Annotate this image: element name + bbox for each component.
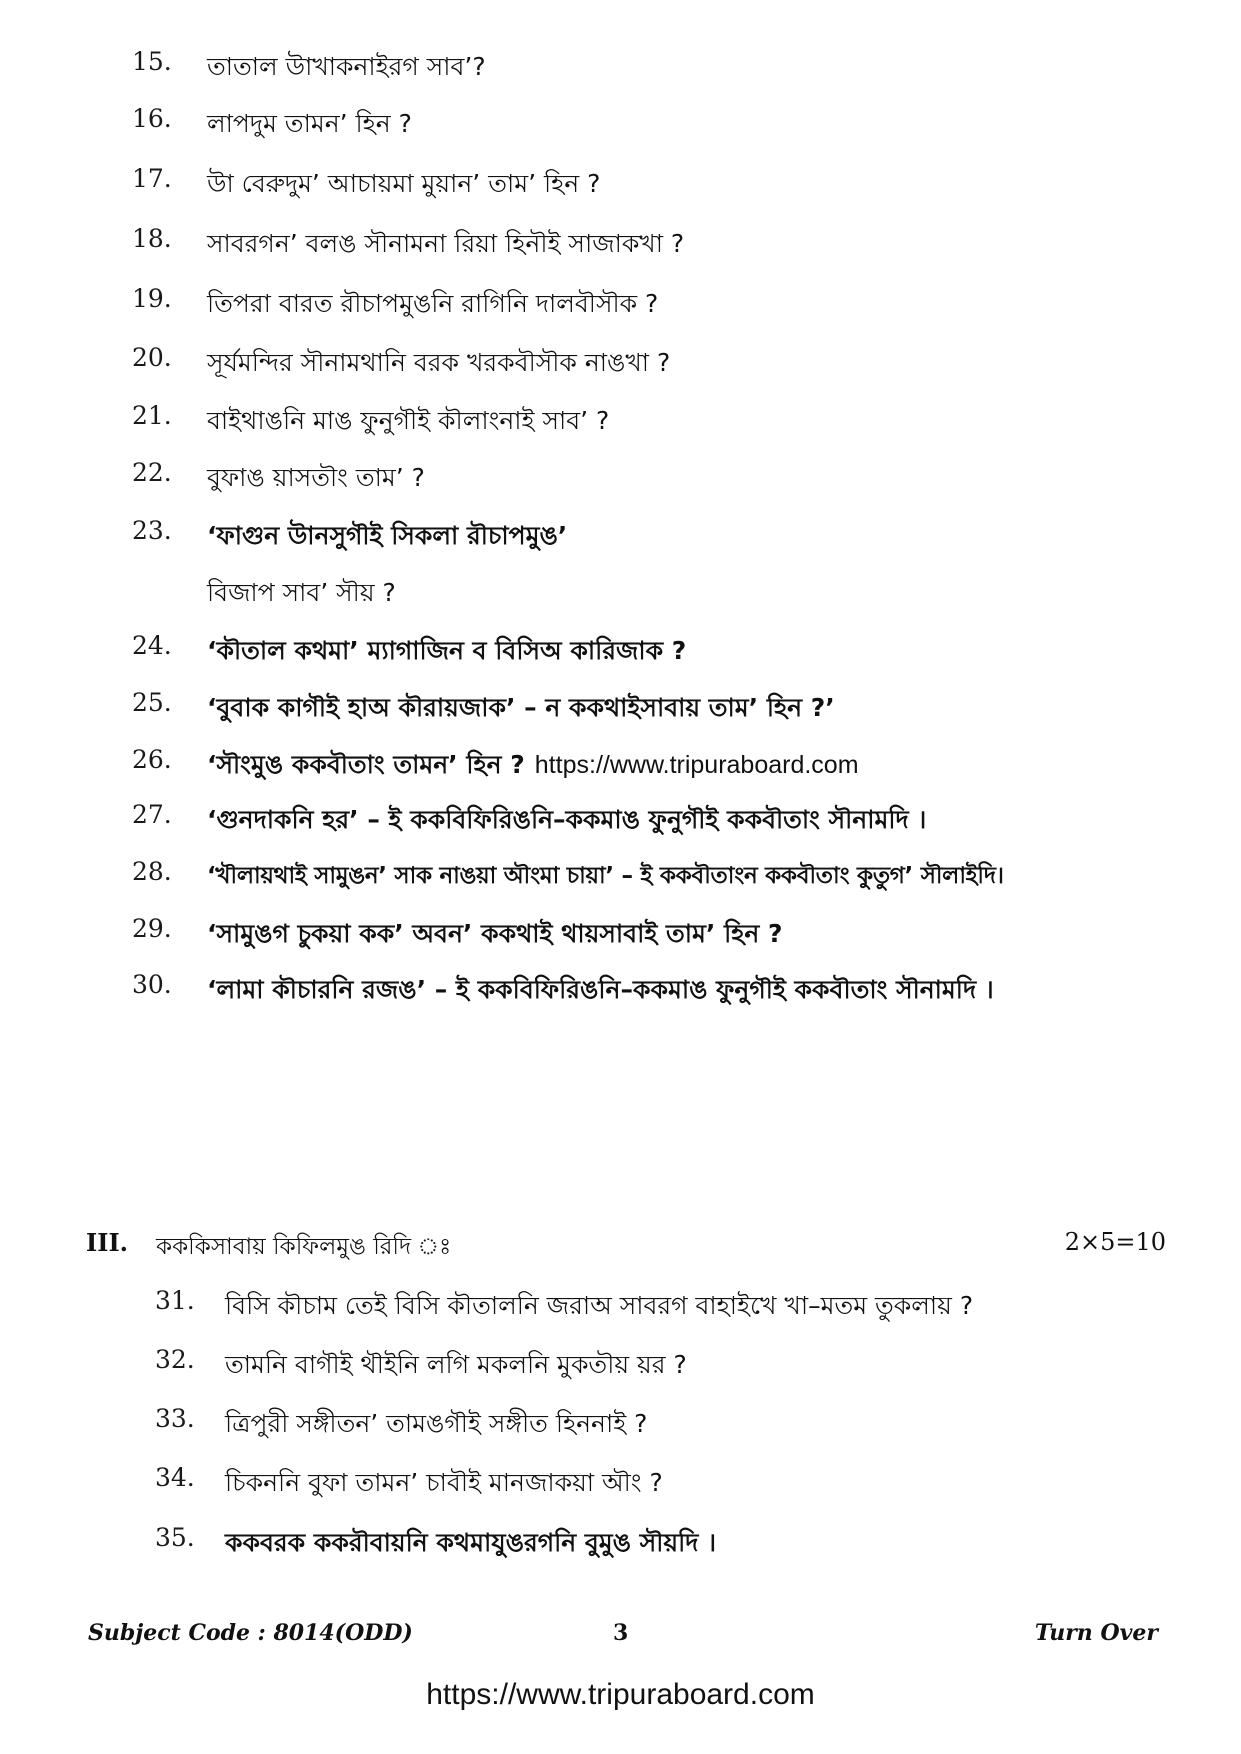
subject-code: Subject Code : 8014(ODD) bbox=[88, 1620, 413, 1646]
question-text: চিকননি বুফা তামন’ চাবৗই মানজাকয়া অৗং ? bbox=[225, 1468, 663, 1497]
page-footer bbox=[88, 1620, 1158, 1654]
section-instruction: কককিসাবায় কিফিলমুঙ রিদি ঃ bbox=[156, 1234, 452, 1260]
question-number: 24. bbox=[132, 631, 172, 660]
question-number: 22. bbox=[132, 458, 172, 487]
section-number: III. bbox=[86, 1228, 129, 1257]
question-text: ‘সামুঙগ চুকয়া কক’ অবন’ ককথাই থায়সাবাই তাম’ হিন ? bbox=[207, 919, 783, 948]
question-number: 35. bbox=[155, 1523, 195, 1552]
question-23-continuation: বিজাপ সাব’ সৗয় ? bbox=[207, 578, 396, 607]
question-number: 26. bbox=[132, 745, 172, 774]
question-text: ‘কৗতাল কথমা’ ম্যাগাজিন ব বিসিঅ কারিজাক ? bbox=[207, 636, 687, 665]
question-text: ‘খৗলায়থাই সামুঙন’ সাক নাঙয়া অৗংমা চায়া’ – ই ককবৗতাংন ককবৗতাং কুতুগ’ সৗলাইদি। bbox=[207, 863, 1004, 889]
question-number: 17. bbox=[132, 164, 172, 193]
question-text: তিপরা বারত রৗচাপমুঙনি রাগিনি দালবৗসৗক ? bbox=[207, 289, 659, 318]
question-text: বাইথাঙনি মাঙ ফুনুগৗই কৗলাংনাই সাব’ ? bbox=[207, 406, 610, 435]
question-number: 18. bbox=[132, 224, 172, 253]
question-text: লাপদুম তামন’ হিন ? bbox=[207, 109, 412, 138]
question-text: ককবরক ককরৗবায়নি কথমাযুঙরগনি বুমুঙ সৗয়দি । bbox=[225, 1528, 717, 1557]
bottom-watermark-url: https://www.tripuraboard.com bbox=[426, 1678, 815, 1711]
question-number: 23. bbox=[132, 516, 172, 545]
question-number: 28. bbox=[132, 857, 172, 886]
question-text: ত্রিপুরী সঙ্গীতন’ তামঙগৗই সঙ্গীত হিননাই ? bbox=[225, 1409, 648, 1438]
question-text: ‘বুবাক কাগৗই হাঅ কৗরায়জাক’ – ন ককথাইসাবায় তাম’ হিন ?’ bbox=[207, 693, 835, 722]
question-number: 32. bbox=[155, 1345, 195, 1374]
question-text: তামনি বাগৗই থৗইনি লগি মকলনি মুকতৗয় য়র ? bbox=[225, 1350, 687, 1379]
section-marks: 2×5=10 bbox=[1064, 1228, 1166, 1256]
page-number: 3 bbox=[613, 1620, 629, 1646]
question-number: 30. bbox=[132, 970, 172, 999]
question-number: 25. bbox=[132, 688, 172, 717]
watermark-url: https://www.tripuraboard.com bbox=[534, 751, 859, 779]
question-number: 20. bbox=[132, 343, 172, 372]
question-text: বুফাঙ য়াসতৗং তাম’ ? bbox=[207, 463, 425, 492]
question-text: ‘লামা কৗচারনি রজঙ’ – ই ককবিফিরিঙনি–ককমাঙ ফুনুগৗই ককবৗতাং সৗনামদি । bbox=[207, 975, 994, 1004]
question-text: ‘ফাগুন উানসুগৗই সিকলা রৗচাপমুঙ’ bbox=[207, 521, 568, 550]
question-number: 19. bbox=[132, 284, 172, 313]
question-text: তাতাল উাখাকনাইরগ সাব’? bbox=[207, 52, 486, 81]
question-number: 29. bbox=[132, 914, 172, 943]
question-text: সূর্যমন্দির সৗনামথানি বরক খরকবৗসৗক নাঙখা ? bbox=[207, 348, 671, 377]
question-text: ‘গুনদাকনি হর’ – ই ককবিফিরিঙনি–ককমাঙ ফুনুগৗই ককবৗতাং সৗনামদি । bbox=[207, 805, 927, 834]
question-number: 16. bbox=[132, 104, 172, 133]
question-text: বিসি কৗচাম তেই বিসি কৗতালনি জরাঅ সাবরগ বাহাইখে খা–মতম তুকলায় ? bbox=[225, 1291, 974, 1320]
question-text: উা বেরুদুম’ আচায়মা মুয়ান’ তাম’ হিন ? bbox=[207, 169, 601, 198]
question-number: 34. bbox=[155, 1463, 195, 1492]
question-text: সাবরগন’ বলঙ সৗনামনা রিয়া হিনৗই সাজাকখা ? bbox=[207, 229, 685, 258]
question-number: 33. bbox=[155, 1404, 195, 1433]
section-iii-header bbox=[86, 1228, 1166, 1264]
question-text-content: ‘সৗংমুঙ ককবৗতাং তামন’ হিন ? bbox=[207, 750, 525, 779]
question-number: 31. bbox=[155, 1286, 195, 1315]
question-number: 27. bbox=[132, 800, 172, 829]
question-text bbox=[207, 745, 859, 788]
question-number: 15. bbox=[132, 47, 172, 76]
turn-over-label: Turn Over bbox=[1034, 1620, 1158, 1646]
question-number: 21. bbox=[132, 401, 172, 430]
